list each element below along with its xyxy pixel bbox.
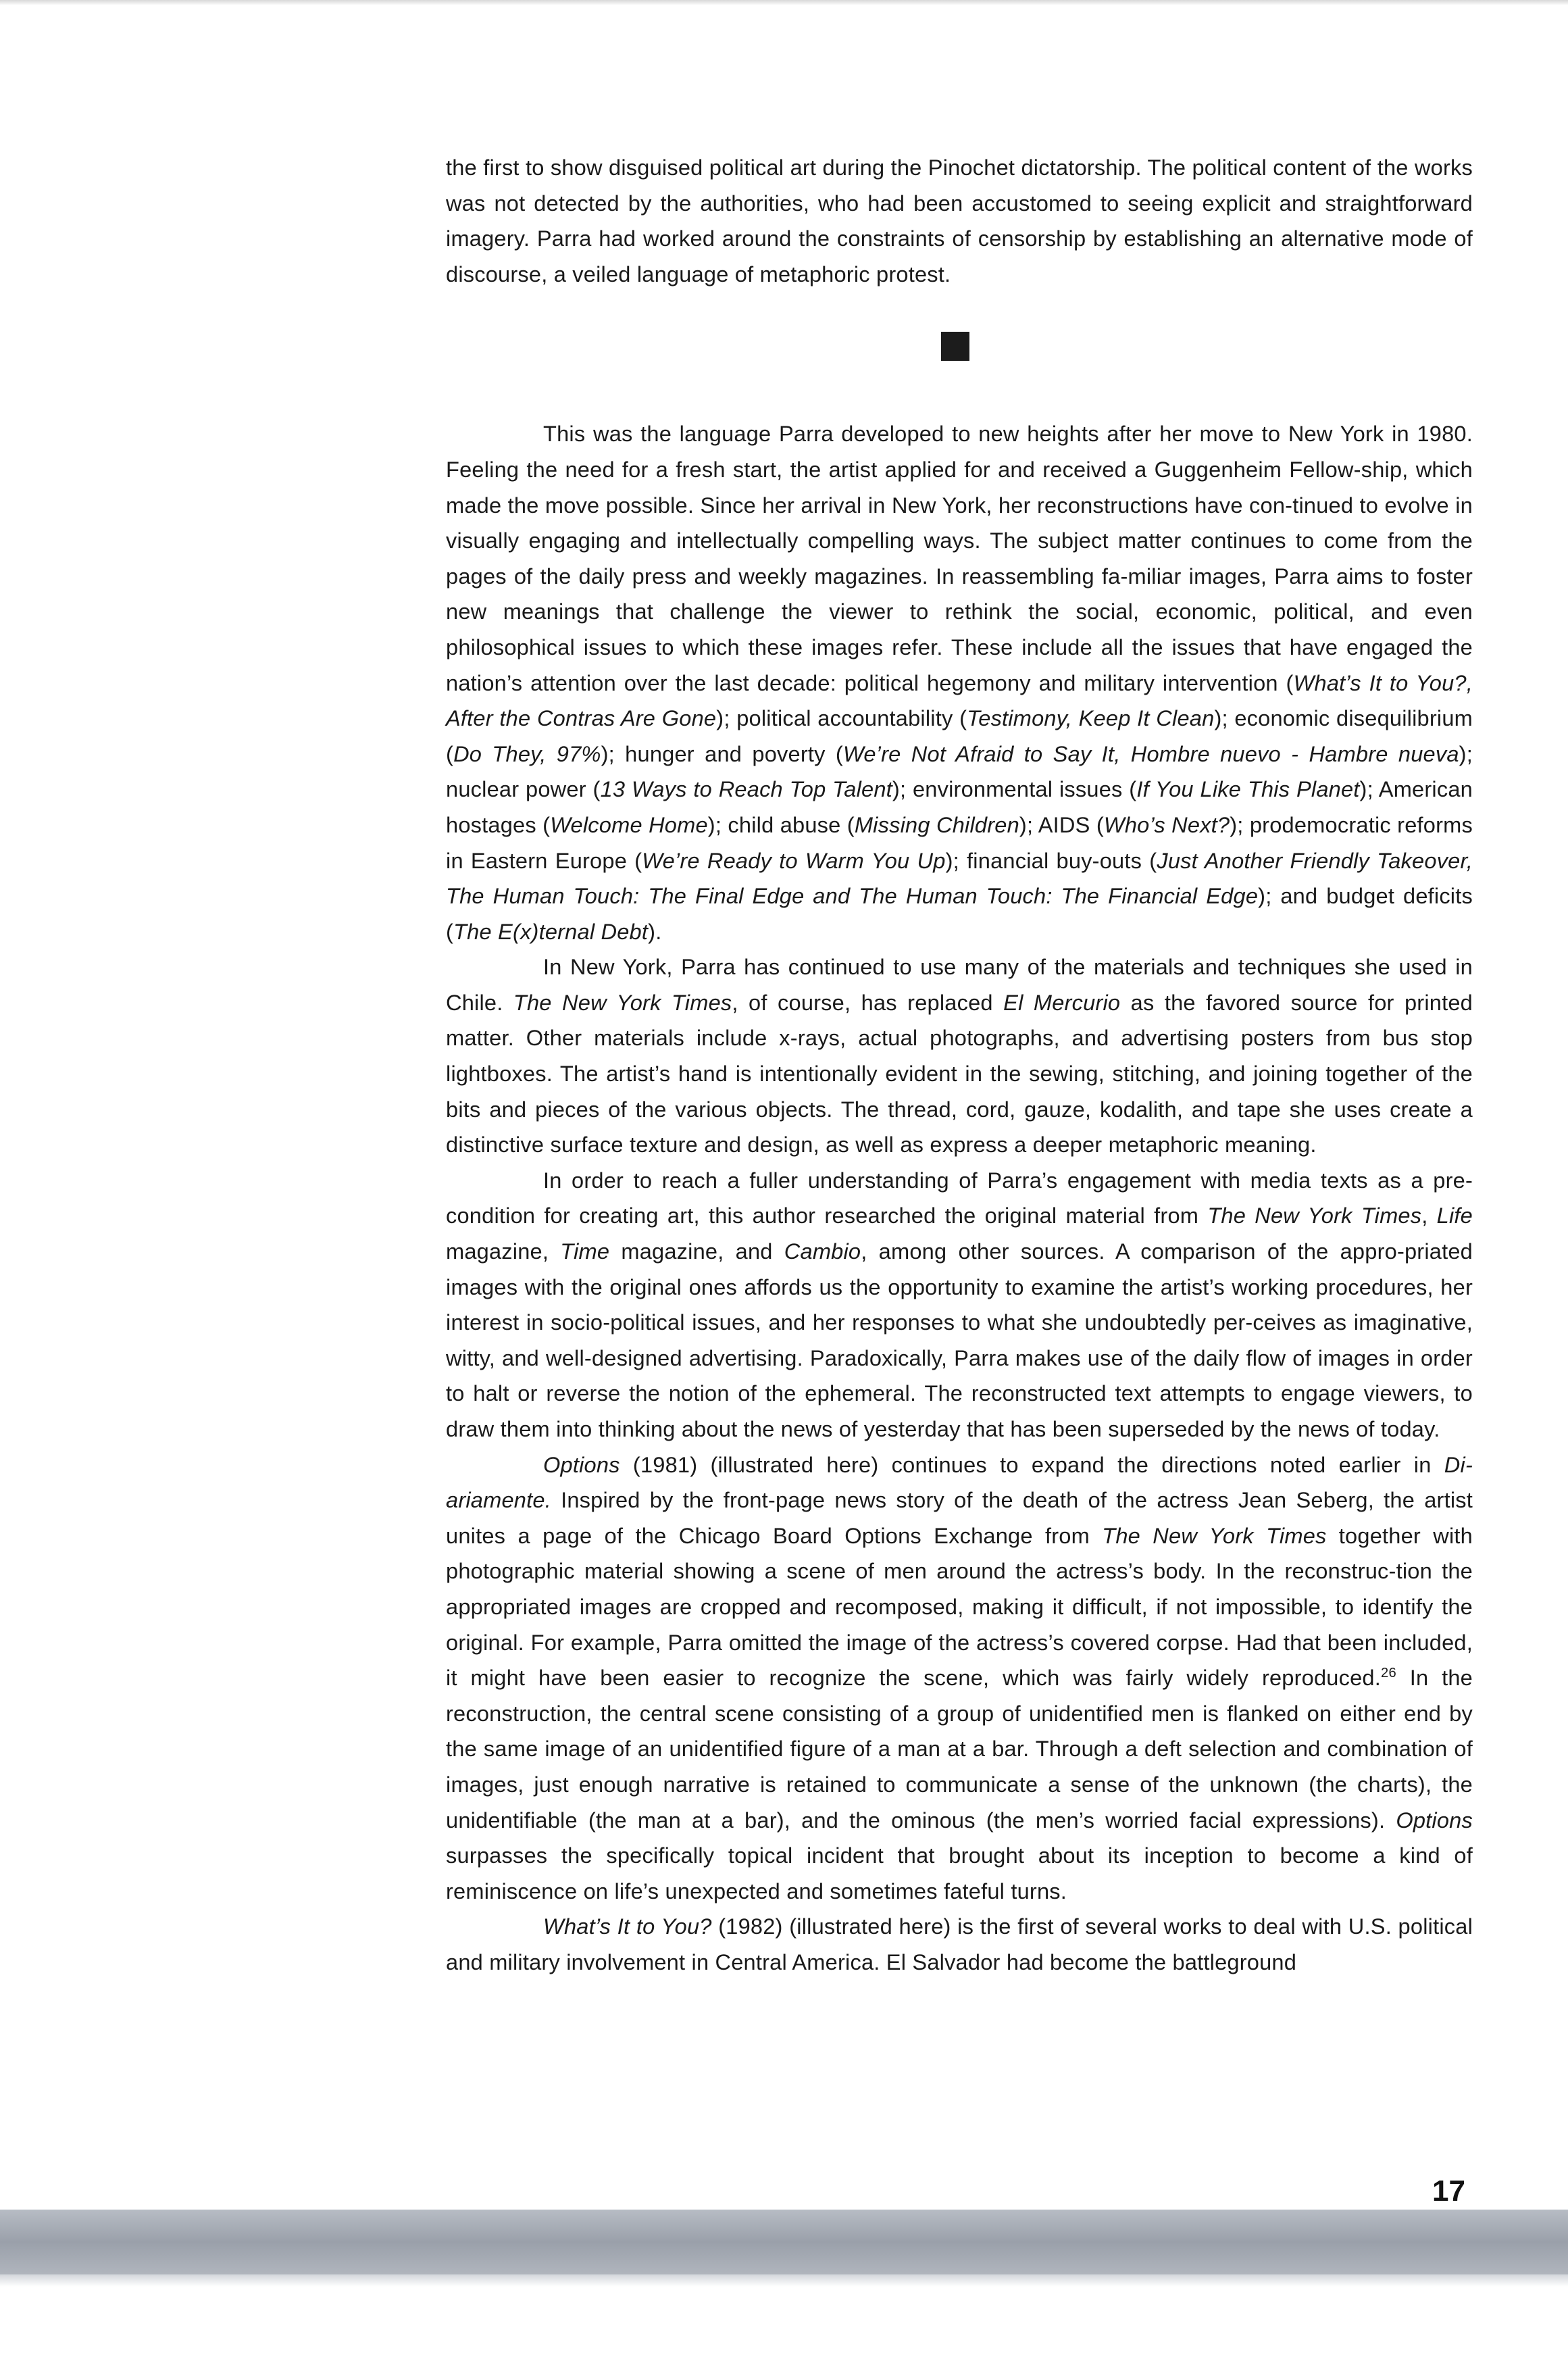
- italic-title-run: What’s It to You?: [543, 1914, 712, 1939]
- italic-title-run: Just Another Friendly Takeover, The Human Touch: The Final Edge and The Human Touch: The Financial Edge: [446, 847, 1473, 909]
- text-run: ); prodemocratic reforms in Eastern Europe (: [446, 812, 1473, 873]
- text-run: In the reconstruction, the central scene consisting of a group of unidentified men is flanked on either end by the same image of an unidentified figure of a man at a bar. Through a deft selection and combination of images, just enough narrative is retained to communicate a sense of the unknown (the charts), the unidentifiable (the man at a bar), and the ominous (the men’s worried facial expressions).: [446, 1665, 1473, 1833]
- text-run: (1981) (illustrated here) continues to expand the directions noted earlier in: [619, 1451, 1444, 1477]
- text-run: ); economic disequilibrium (: [446, 705, 1473, 766]
- italic-title-run: Options: [543, 1451, 620, 1477]
- text-run: surpasses the specifically topical incident that brought about its inception to become a kind of reminiscence on life’s unexpected and sometimes fateful turns.: [446, 1843, 1473, 1903]
- text-run: magazine,: [446, 1239, 561, 1264]
- paragraph-research: [446, 1163, 1473, 1447]
- italic-title-run: The E(x)ternal Debt: [453, 918, 649, 944]
- text-run: together with photographic material showing a scene of men around the actress’s body. In the reconstruc-tion the appropriated images are cropped and recomposed, making it difficult, if not impossible, to identify the original. For example, Parra omitted the image of the actress’s covered corpse. Had that been included, it might have been easier to recognize the scene, which was fairly widely reproduced.: [446, 1522, 1473, 1691]
- italic-title-run: Who’s Next?: [1103, 812, 1230, 837]
- page-top-edge: [0, 0, 1568, 5]
- text-run: ); political accountability (: [716, 705, 967, 731]
- text-run: ); nuclear power (: [446, 741, 1473, 802]
- italic-title-run: The New York Times: [1207, 1203, 1422, 1228]
- section-break-square-icon: [941, 332, 969, 361]
- italic-title-run: Life: [1436, 1203, 1473, 1228]
- italic-title-run: El Mercurio: [1003, 989, 1121, 1015]
- footnote-reference: 26: [1381, 1666, 1396, 1681]
- text-run: , among other sources. A comparison of the appro-priated images with the original ones affords us the opportunity to examine the artist’s working procedures, her interest in socio-political issues, and her responses to what she undoubtedly per-ceives as imaginative, witty, and well-designed advertising. Paradoxically, Parra makes use of the daily flow of images in order to halt or reverse the notion of the ephemeral. The reconstructed text attempts to engage viewers, to draw them into thinking about the news of yesterday that has been superseded by the news of today.: [446, 1239, 1473, 1441]
- paragraph-new-york-move: [446, 416, 1473, 949]
- italic-title-run: The New York Times: [1102, 1522, 1327, 1548]
- italic-title-run: Welcome Home: [550, 812, 708, 837]
- text-run: ); financial buy-outs (: [945, 847, 1157, 873]
- italic-title-run: 13 Ways to Reach Top Talent: [600, 776, 892, 802]
- text-run: ); American hostages (: [446, 776, 1473, 837]
- text-run: ); environmental issues (: [892, 776, 1137, 802]
- text-run: ); hunger and poverty (: [601, 741, 843, 766]
- italic-title-run: What’s It to You?, After the Contras Are Gone: [446, 670, 1473, 731]
- page-number: 17: [1432, 2174, 1465, 2208]
- bottom-band-shadow: [0, 2274, 1568, 2287]
- paragraph-materials: [446, 949, 1473, 1163]
- text-run: ); and budget deficits (: [446, 883, 1473, 944]
- text-run: , of course, has replaced: [732, 989, 1004, 1015]
- article-body: [446, 150, 1473, 1981]
- text-run: the first to show disguised political art during the Pinochet dictatorship. The political content of the works was not detected by the authorities, who had been accustomed to seeing explicit and straightforward imagery. Parra had worked around the constraints of censorship by establishing an alternative mode of discourse, a veiled language of metaphoric protest.: [446, 155, 1473, 287]
- italic-title-run: Di-ariamente.: [446, 1451, 1473, 1513]
- paragraph-whats-it-to-you: [446, 1909, 1473, 1980]
- italic-title-run: Do They, 97%: [453, 741, 601, 766]
- bottom-color-band: [0, 2210, 1568, 2274]
- text-run: In order to reach a fuller understanding of Parra’s engagement with media texts as a pre-condition for creating art, this author researched the original material from: [446, 1167, 1473, 1228]
- text-run: as the favored source for printed matter. Other materials include x-rays, actual photographs, and advertising posters from bus stop lightboxes. The artist’s hand is intentionally evident in the sewing, stitching, and joining together of the bits and pieces of the various objects. The thread, cord, gauze, kodalith, and tape she uses create a distinctive surface texture and design, as well as express a deeper metaphoric meaning.: [446, 989, 1473, 1157]
- text-run: ); child abuse (: [707, 812, 855, 837]
- italic-title-run: If You Like This Planet: [1136, 776, 1360, 802]
- paragraph-opening: [446, 150, 1473, 292]
- italic-title-run: Time: [560, 1239, 610, 1264]
- italic-title-run: Testimony, Keep It Clean: [967, 705, 1215, 731]
- text-run: ).: [648, 918, 662, 944]
- italic-title-run: The New York Times: [513, 989, 732, 1015]
- italic-title-run: Missing Children: [854, 812, 1019, 837]
- text-run: ,: [1421, 1203, 1437, 1228]
- text-run: (1982) (illustrated here) is the first of several works to deal with U.S. political and military involvement in Central America. El Salvador had become the battleground: [446, 1914, 1473, 1974]
- section-break: [446, 292, 1473, 416]
- italic-title-run: Options: [1396, 1807, 1473, 1833]
- text-run: Inspired by the front-page news story of the death of the actress Jean Seberg, the artist unites a page of the Chicago Board Options Exchange from: [446, 1487, 1473, 1548]
- text-run: In New York, Parra has continued to use many of the materials and techniques she used in Chile.: [446, 954, 1473, 1015]
- text-run: magazine, and: [609, 1239, 784, 1264]
- italic-title-run: Cambio: [784, 1239, 861, 1264]
- paragraph-options: [446, 1447, 1473, 1910]
- italic-title-run: We’re Ready to Warm You Up: [642, 847, 946, 873]
- text-run: ); AIDS (: [1019, 812, 1104, 837]
- italic-title-run: We’re Not Afraid to Say It, Hombre nuevo - Hambre nueva: [842, 741, 1459, 766]
- text-run: This was the language Parra developed to new heights after her move to New York in 1980. Feeling the need for a fresh start, the artist applied for and received a Guggenheim Fellow-ship, which made the move possible. Since her arrival in New York, her reconstructions have con-tinued to evolve in visually engaging and intellectually compelling ways. The subject matter continues to come from the pages of the daily press and weekly magazines. In reassembling fa-miliar images, Parra aims to foster new meanings that challenge the viewer to rethink the social, economic, political, and even philosophical issues to which these images refer. These include all the issues that have engaged the nation’s attention over the last decade: political hegemony and military intervention (: [446, 421, 1473, 695]
